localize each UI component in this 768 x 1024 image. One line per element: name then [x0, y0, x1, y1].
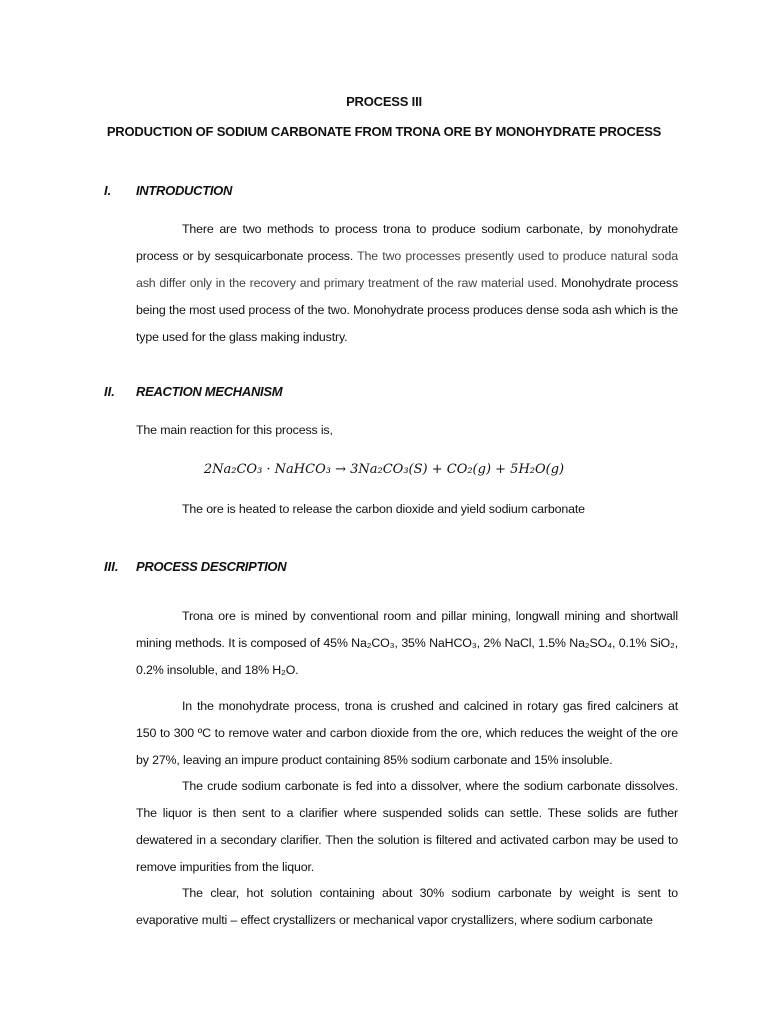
- process-text-1: Trona ore is mined by conventional room and pillar mining, longwall mining and shortwall mining methods. It is composed of 45% Na₂CO₃, 35% NaHCO₃, 2% NaCl, 1.5% Na₂SO₄, 0.1% SiO₂, 0.2% insoluble, and 18% H₂O.: [136, 609, 678, 677]
- section-3-title: PROCESS DESCRIPTION: [136, 559, 287, 574]
- section-3-number: III.: [104, 559, 119, 574]
- section-1-title: INTRODUCTION: [136, 183, 233, 198]
- process-paragraph-2: [136, 693, 678, 774]
- intro-text-part3: Monohydrate process being the most used process of the two. Monohydrate process produces dense soda ash which is the type used for the glass making industry.: [136, 276, 678, 344]
- intro-text-part2: The two processes presently used to produce natural soda ash differ only in the recovery and primary treatment of the raw material used.: [136, 249, 678, 290]
- process-text-4: The clear, hot solution containing about 30% sodium carbonate by weight is sent to evaporative multi – effect crystallizers or mechanical vapor crystallizers, where sodium carbonate: [136, 886, 678, 927]
- reaction-intro: The main reaction for this process is,: [136, 423, 333, 437]
- process-text-2: In the monohydrate process, trona is crushed and calcined in rotary gas fired calciners at 150 to 300 ºC to remove water and carbon dioxide from the ore, which reduces the weight of the ore by 27%, leaving an impure product containing 85% sodium carbonate and 15% insoluble.: [136, 699, 678, 767]
- process-paragraph-3: [136, 773, 678, 881]
- process-paragraph-4: [136, 880, 678, 934]
- reaction-note: The ore is heated to release the carbon dioxide and yield sodium carbonate: [182, 502, 585, 516]
- section-1-number: I.: [104, 183, 112, 198]
- section-2-title: REACTION MECHANISM: [136, 384, 283, 399]
- process-paragraph-1: [136, 603, 678, 684]
- section-2-number: II.: [104, 384, 115, 399]
- process-label: PROCESS III: [346, 94, 422, 109]
- intro-paragraph: [136, 216, 678, 351]
- document-title: PRODUCTION OF SODIUM CARBONATE FROM TRONA ORE BY MONOHYDRATE PROCESS: [106, 124, 662, 139]
- reaction-equation: 2Na₂CO₃ · NaHCO₃ → 3Na₂CO₃(S) + CO₂(g) + 5H₂O(g): [203, 462, 565, 477]
- process-text-3: The crude sodium carbonate is fed into a dissolver, where the sodium carbonate dissolves. The liquor is then sent to a clarifier where suspended solids can settle. These solids are futher dewatered in a secondary clarifier. Then the solution is filtered and activated carbon may be used to remove impurities from the liquor.: [136, 779, 678, 874]
- intro-text-part1: There are two methods to process trona to produce sodium carbonate, by monohydrate process or by sesquicarbonate process.: [136, 222, 678, 263]
